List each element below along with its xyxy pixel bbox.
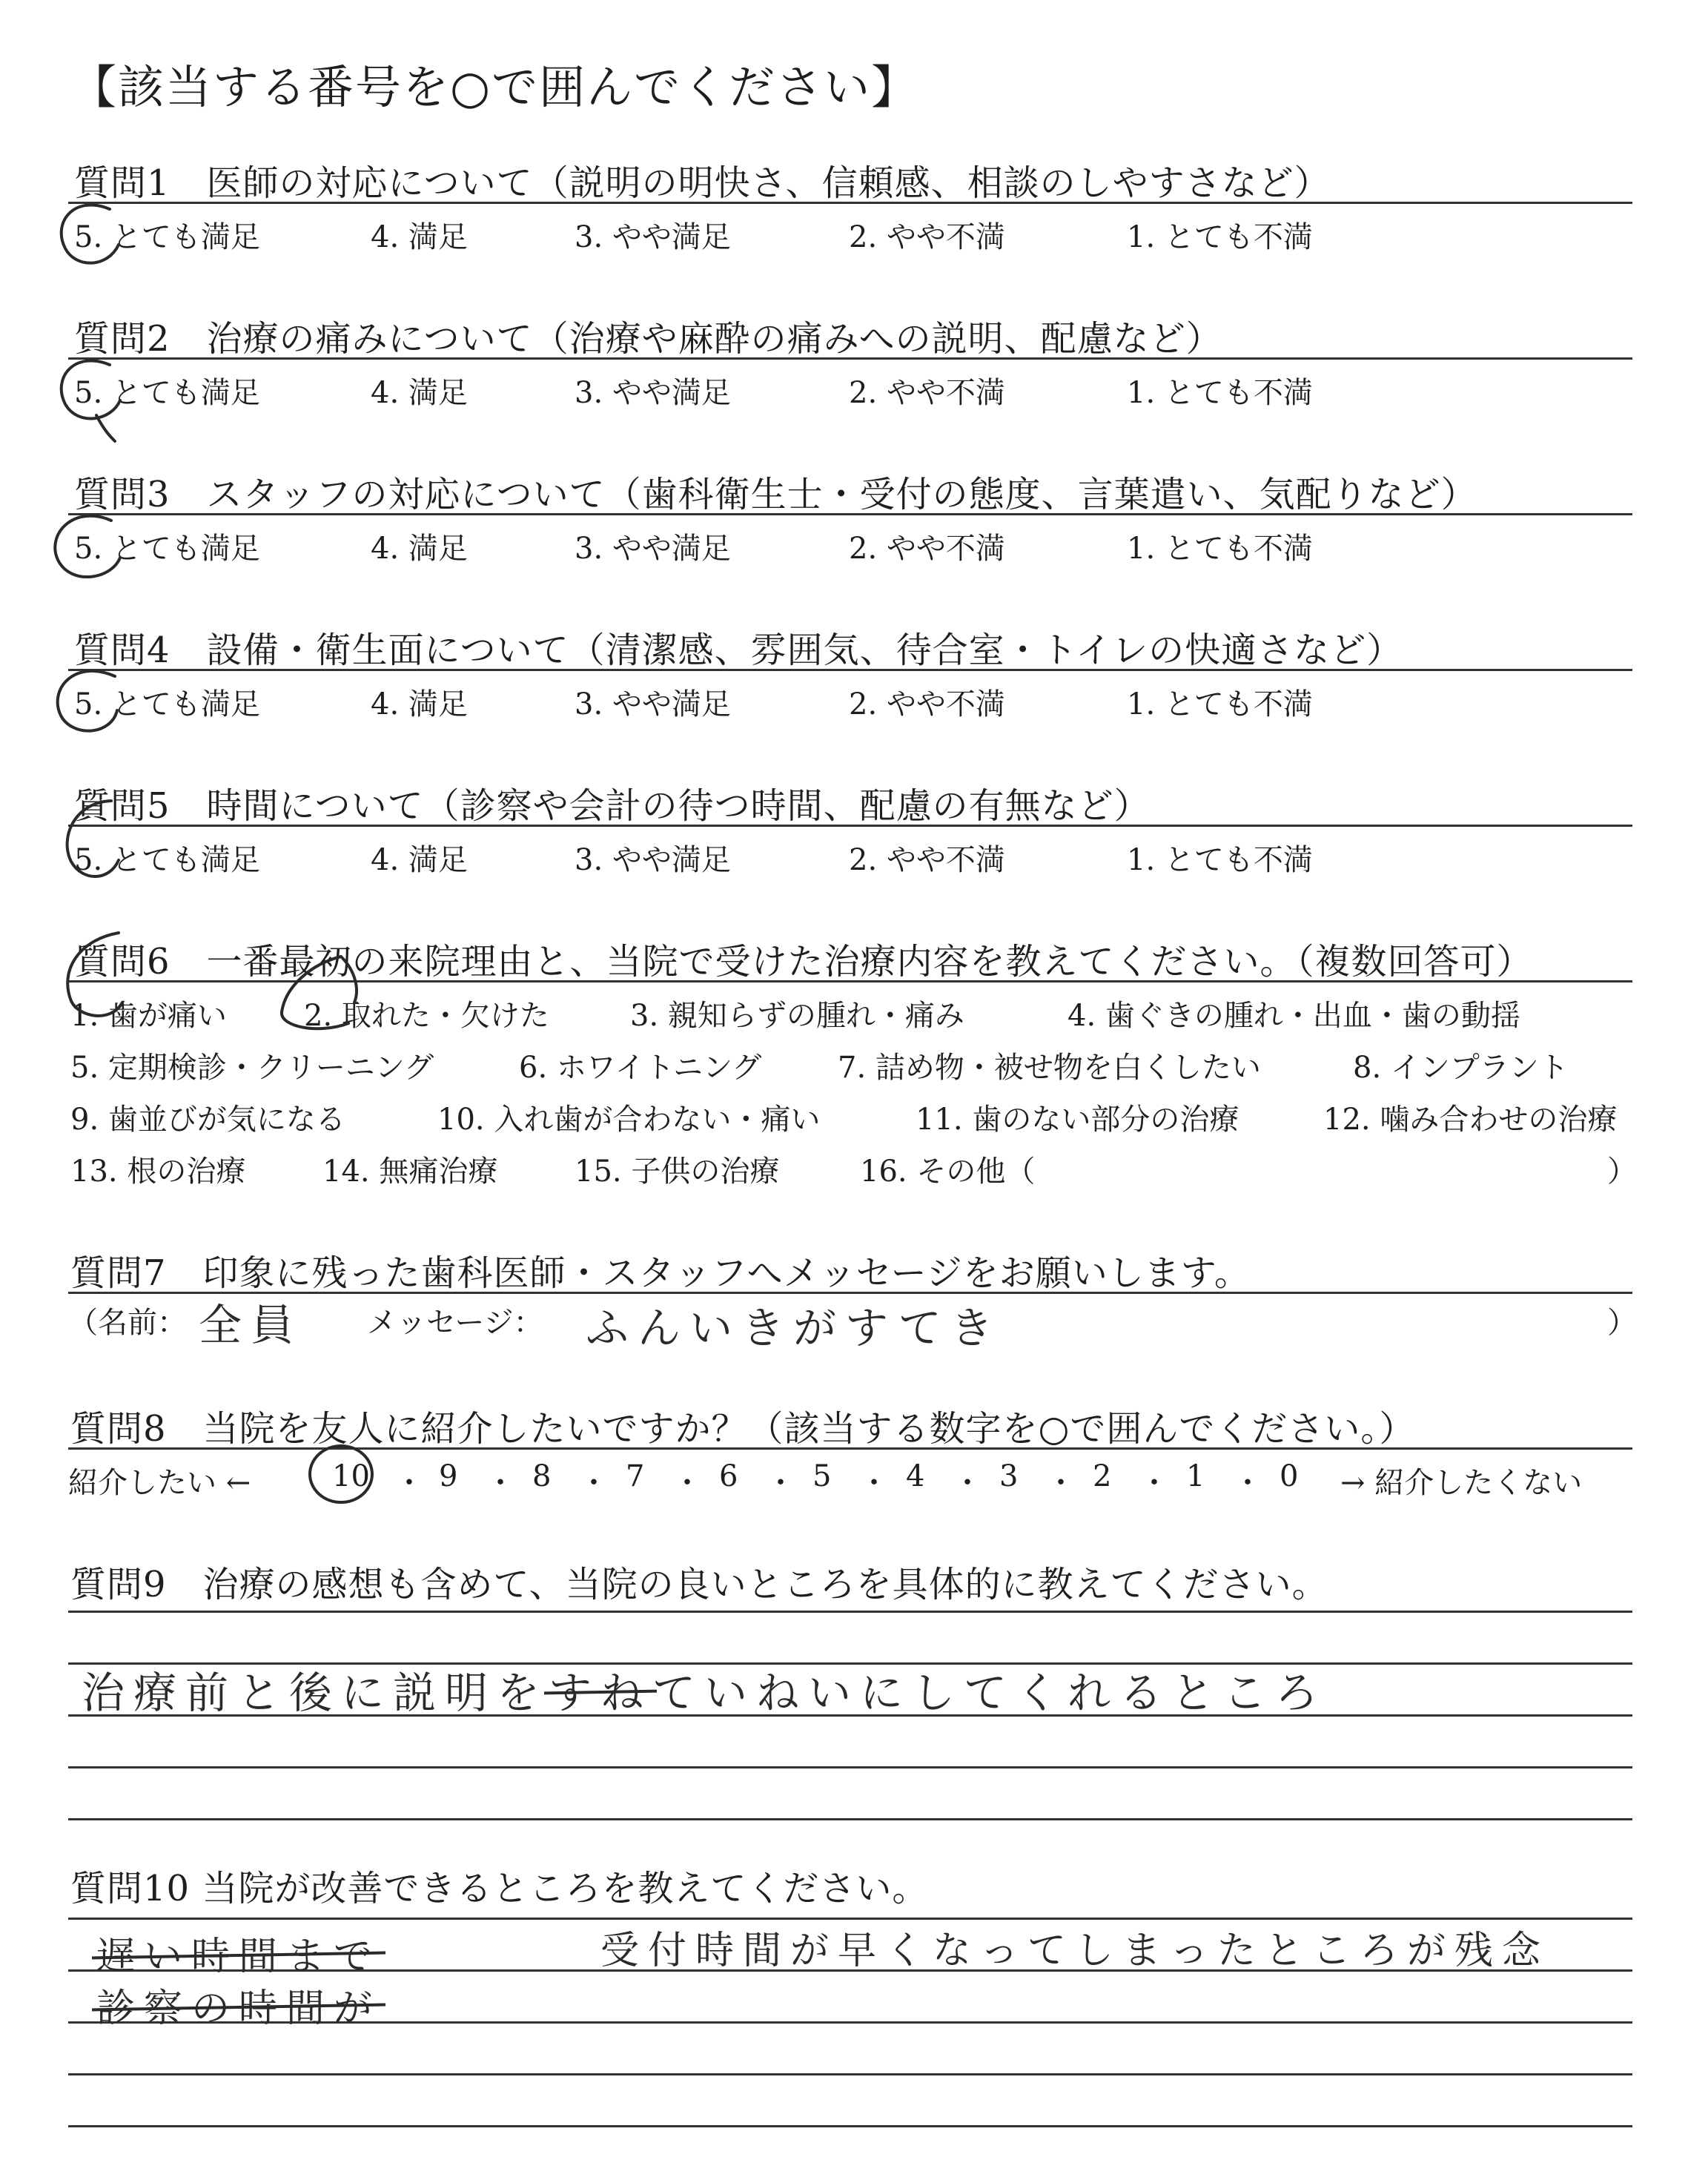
option-10[interactable]: 10. 入れ歯が合わない・痛い xyxy=(437,1103,821,1137)
option-3[interactable]: 3. やや満足 xyxy=(575,376,731,410)
scale-3[interactable]: 3 xyxy=(999,1459,1019,1493)
struck-text: 診察の時間が xyxy=(96,1977,381,2032)
scale-dot: ・ xyxy=(1139,1466,1169,1500)
scale-4[interactable]: 4 xyxy=(906,1459,925,1493)
scale-10[interactable]: 10 xyxy=(332,1459,370,1493)
option-9[interactable]: 9. 歯並びが気になる xyxy=(70,1103,345,1137)
question-5-label: 質問5 時間について（診察や会計の待つ時間、配慮の有無など） xyxy=(74,785,1151,827)
scale-right-label: → 紹介したくない xyxy=(1340,1466,1583,1500)
scale-dot: ・ xyxy=(953,1466,982,1500)
option-4[interactable]: 4. 満足 xyxy=(371,687,468,721)
option-1[interactable]: 1. とても不満 xyxy=(1127,220,1313,254)
option-16[interactable]: 16. その他（ xyxy=(860,1155,1036,1189)
option-5[interactable]: 5. とても満足 xyxy=(74,376,260,410)
question-4-label: 質問4 設備・衛生面について（清潔感、雰囲気、待合室・トイレの快適さなど） xyxy=(74,630,1403,671)
option-5[interactable]: 5. とても満足 xyxy=(74,843,260,877)
circle-mark-q6-2 xyxy=(282,957,357,1028)
scale-8[interactable]: 8 xyxy=(532,1459,552,1493)
name-handwritten[interactable]: 全員 xyxy=(199,1300,303,1350)
option-2[interactable]: 2. やや不満 xyxy=(849,687,1005,721)
scale-0[interactable]: 0 xyxy=(1280,1459,1299,1493)
option-4[interactable]: 4. 満足 xyxy=(371,843,468,877)
option-11[interactable]: 11. 歯のない部分の治療 xyxy=(916,1103,1239,1137)
scale-9[interactable]: 9 xyxy=(439,1459,458,1493)
option-1[interactable]: 1. とても不満 xyxy=(1127,843,1313,877)
circle-mark-q1 xyxy=(62,205,119,262)
scale-6[interactable]: 6 xyxy=(719,1459,738,1493)
option-1[interactable]: 1. 歯が痛い xyxy=(70,999,227,1033)
option-5[interactable]: 5. 定期検診・クリーニング xyxy=(70,1051,434,1085)
circle-mark-q2 xyxy=(62,360,120,441)
option-14[interactable]: 14. 無痛治療 xyxy=(322,1155,498,1189)
question-2-label: 質問2 治療の痛みについて（治療や麻酔の痛みへの説明、配慮など） xyxy=(74,318,1222,360)
option-3[interactable]: 3. やや満足 xyxy=(575,843,731,877)
option-5[interactable]: 5. とても満足 xyxy=(74,532,260,566)
scale-dot: ・ xyxy=(766,1466,795,1500)
option-5[interactable]: 5. とても満足 xyxy=(74,220,260,254)
message-label: メッセージ： xyxy=(367,1306,543,1340)
scale-5[interactable]: 5 xyxy=(812,1459,832,1493)
option-3[interactable]: 3. 親知らずの腫れ・痛み xyxy=(630,999,964,1033)
answer-text: ていねいにしてくれるところ xyxy=(652,1668,1328,1718)
option-1[interactable]: 1. とても不満 xyxy=(1127,687,1313,721)
option-3[interactable]: 3. やや満足 xyxy=(575,687,731,721)
scale-dot: ・ xyxy=(486,1466,515,1500)
name-label: （名前： xyxy=(68,1306,187,1340)
option-2[interactable]: 2. やや不満 xyxy=(849,532,1005,566)
option-7[interactable]: 7. 詰め物・被せ物を白くしたい xyxy=(838,1051,1261,1085)
option-15[interactable]: 15. 子供の治療 xyxy=(575,1155,780,1189)
option-2[interactable]: 2. やや不満 xyxy=(849,220,1005,254)
close-paren: ） xyxy=(1607,1306,1637,1340)
scale-dot: ・ xyxy=(859,1466,889,1500)
answer-text: 治療前と後に説明を xyxy=(82,1668,549,1718)
circle-mark-q3 xyxy=(55,516,120,577)
circle-mark-q4 xyxy=(58,671,117,731)
question-6-label: 質問6 一番最初の来院理由と、当院で受けた治療内容を教えてください。（複数回答可） xyxy=(74,941,1533,982)
option-2[interactable]: 2. 取れた・欠けた xyxy=(304,999,549,1033)
option-2[interactable]: 2. やや不満 xyxy=(849,376,1005,410)
option-13[interactable]: 13. 根の治療 xyxy=(70,1155,246,1189)
scale-1[interactable]: 1 xyxy=(1186,1459,1205,1493)
struck-text: すね xyxy=(549,1658,652,1720)
scale-dot: ・ xyxy=(1046,1466,1076,1500)
struck-text: 遅い時間まで xyxy=(96,1925,381,1981)
option-4[interactable]: 4. 満足 xyxy=(371,376,468,410)
option-1[interactable]: 1. とても不満 xyxy=(1127,376,1313,410)
question-10-label: 質問10 当院が改善できるところを教えてください。 xyxy=(70,1868,929,1909)
question-10-handwritten-answer[interactable]: 受付時間が早くなってしまったところが残念 xyxy=(600,1929,1550,1973)
scale-left-label: 紹介したい ← xyxy=(68,1466,251,1500)
page-title: 【該当する番号を○で囲んでください】 xyxy=(70,60,919,114)
option-12[interactable]: 12. 噛み合わせの治療 xyxy=(1323,1103,1618,1137)
question-7-label: 質問7 印象に残った歯科医師・スタッフへメッセージをお願いします。 xyxy=(70,1252,1251,1294)
option-8[interactable]: 8. インプラント xyxy=(1353,1051,1569,1085)
option-4[interactable]: 4. 歯ぐきの腫れ・出血・歯の動揺 xyxy=(1068,999,1520,1033)
option-3[interactable]: 3. やや満足 xyxy=(575,220,731,254)
circle-mark-q5 xyxy=(67,801,119,876)
scale-dot: ・ xyxy=(394,1466,424,1500)
question-3-label: 質問3 スタッフの対応について（歯科衛生士・受付の態度、言葉遣い、気配りなど） xyxy=(74,474,1477,515)
question-8-label: 質問8 当院を友人に紹介したいですか？（該当する数字を○で囲んでください。） xyxy=(70,1408,1416,1450)
question-1-label: 質問1 医師の対応について（説明の明快さ、信頼感、相談のしやすさなど） xyxy=(74,162,1331,204)
question-9-label: 質問9 治療の感想も含めて、当院の良いところを具体的に教えてください。 xyxy=(70,1564,1328,1605)
scale-dot: ・ xyxy=(672,1466,702,1500)
close-paren: ） xyxy=(1607,1155,1637,1189)
scale-7[interactable]: 7 xyxy=(626,1459,645,1493)
circle-mark-q8 xyxy=(310,1446,372,1502)
scale-2[interactable]: 2 xyxy=(1093,1459,1112,1493)
option-2[interactable]: 2. やや不満 xyxy=(849,843,1005,877)
scale-dot: ・ xyxy=(579,1466,609,1500)
option-4[interactable]: 4. 満足 xyxy=(371,532,468,566)
option-6[interactable]: 6. ホワイトニング xyxy=(519,1051,762,1085)
message-handwritten[interactable]: ふんいきがすてき xyxy=(586,1303,1002,1353)
option-5[interactable]: 5. とても満足 xyxy=(74,687,260,721)
option-4[interactable]: 4. 満足 xyxy=(371,220,468,254)
option-3[interactable]: 3. やや満足 xyxy=(575,532,731,566)
circle-mark-q6-1 xyxy=(67,933,122,1016)
scale-dot: ・ xyxy=(1233,1466,1262,1500)
option-1[interactable]: 1. とても不満 xyxy=(1127,532,1313,566)
